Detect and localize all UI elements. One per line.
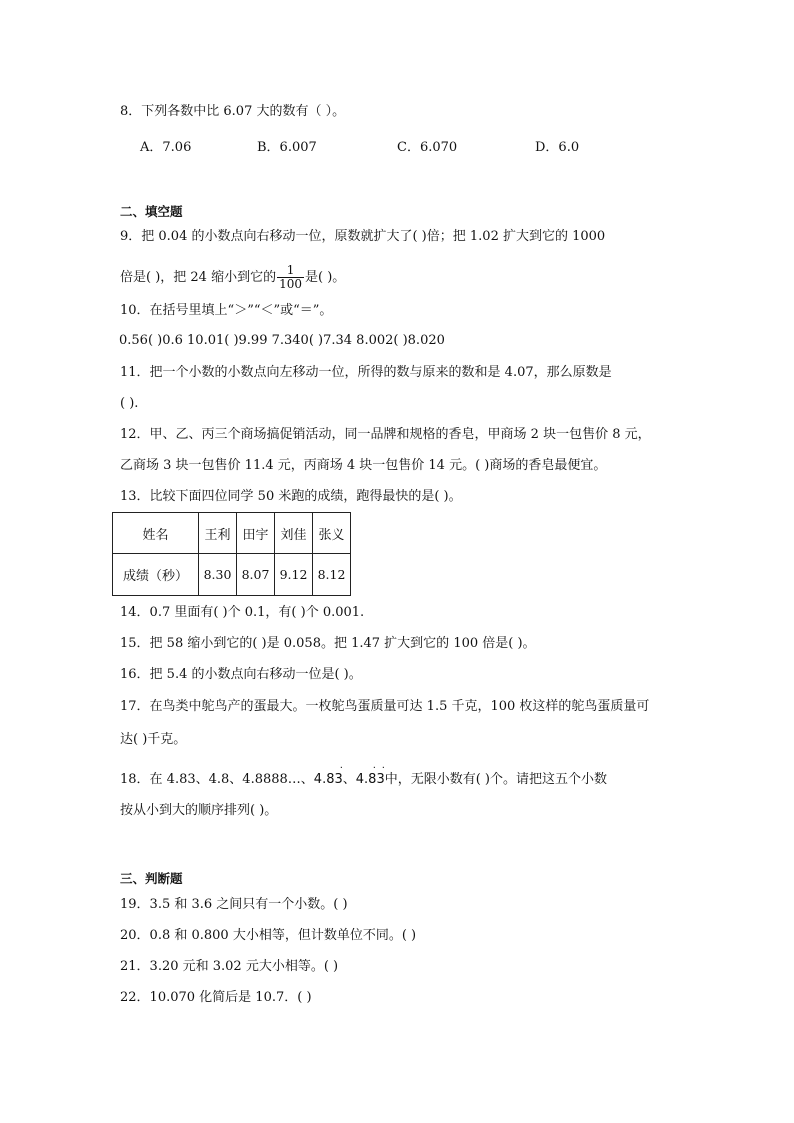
fraction-numerator: 1 bbox=[277, 264, 304, 278]
question-9-line2-b: 是( )。 bbox=[305, 270, 346, 285]
question-10-text: 10．在括号里填上“＞”“＜”或“＝”。 bbox=[120, 303, 333, 318]
question-21-text: 21．3.20 元和 3.02 元大小相等。( ) bbox=[120, 959, 339, 974]
fraction-denominator: 100 bbox=[279, 277, 302, 291]
option-c: C．6.070 bbox=[397, 140, 458, 155]
question-19-text: 19．3.5 和 3.6 之间只有一个小数。( ) bbox=[120, 897, 348, 912]
table-header-cell: 姓名 bbox=[113, 513, 199, 554]
question-9-line1: 9．把 0.04 的小数点向右移动一位，原数就扩大了( )倍；把 1.02 扩大到它的 1000 bbox=[120, 229, 606, 244]
question-17-line2: 达( )千克。 bbox=[120, 732, 187, 747]
question-14-text: 14．0.7 里面有( )个 0.1，有( )个 0.001. bbox=[120, 605, 365, 620]
fraction bbox=[277, 264, 304, 291]
question-10-items: 0.56( )0.6 10.01( )9.99 7.340( )7.34 8.002( )8.020 bbox=[119, 333, 445, 348]
repeating-decimal-2 bbox=[356, 764, 385, 792]
score-table bbox=[112, 512, 351, 596]
repetend-dot: · bbox=[381, 763, 385, 774]
table-header-row bbox=[113, 513, 351, 554]
question-22-text: 22．10.070 化简后是 10.7．( ) bbox=[120, 990, 312, 1005]
table-cell: 8.12 bbox=[313, 554, 351, 596]
option-b: B．6.007 bbox=[257, 140, 317, 155]
question-12-line1: 12．甲、乙、丙三个商场搞促销活动，同一品牌和规格的香皂，甲商场 2 块一包售价 8 元， bbox=[120, 427, 651, 442]
table-header-cell: 王利 bbox=[199, 513, 237, 554]
option-d: D．6.0 bbox=[535, 140, 580, 155]
option-a: A．7.06 bbox=[140, 140, 192, 155]
table-cell: 成绩（秒） bbox=[113, 554, 199, 596]
question-8-text: 8．下列各数中比 6.07 大的数有（ ）。 bbox=[120, 104, 346, 119]
table-header-cell: 刘佳 bbox=[275, 513, 313, 554]
repeating-decimal-2-digits: 4.83 bbox=[355, 772, 385, 787]
table-header-cell: 张义 bbox=[313, 513, 351, 554]
question-15-text: 15．把 58 缩小到它的( )是 0.058。把 1.47 扩大到它的 100 倍是( )。 bbox=[120, 636, 536, 651]
table-cell: 8.07 bbox=[237, 554, 275, 596]
repeating-decimal-1 bbox=[314, 764, 343, 792]
question-16-text: 16．把 5.4 的小数点向右移动一位是( )。 bbox=[120, 667, 362, 682]
table-cell: 9.12 bbox=[275, 554, 313, 596]
repetend-dot: · bbox=[372, 763, 376, 774]
question-11-line2: ( ). bbox=[120, 396, 139, 411]
table-cell: 8.30 bbox=[199, 554, 237, 596]
table-header-cell: 田宇 bbox=[237, 513, 275, 554]
question-18-line1-b: 中，无限小数有( )个。请把这五个小数 bbox=[384, 772, 607, 787]
question-9-line2 bbox=[120, 263, 345, 293]
question-18-line1-a: 18．在 4.83、4.8、4.8888…、 bbox=[120, 772, 314, 787]
table-row bbox=[113, 554, 351, 596]
repeating-decimal-1-digits: 4.83 bbox=[313, 772, 343, 787]
question-18-line1 bbox=[120, 764, 607, 792]
question-18-line2: 按从小到大的顺序排列( )。 bbox=[120, 803, 278, 818]
question-20-text: 20．0.8 和 0.800 大小相等，但计数单位不同。( ) bbox=[120, 928, 417, 943]
question-12-line2: 乙商场 3 块一包售价 11.4 元，丙商场 4 块一包售价 14 元。( )商场的香皂最便宜。 bbox=[120, 458, 607, 473]
question-13-text: 13．比较下面四位同学 50 米跑的成绩，跑得最快的是( )。 bbox=[120, 489, 462, 504]
question-11-line1: 11．把一个小数的小数点向左移动一位，所得的数与原来的数和是 4.07，那么原数是 bbox=[120, 365, 612, 380]
question-9-line2-a: 倍是( )，把 24 缩小到它的 bbox=[120, 270, 277, 285]
separator: 、 bbox=[342, 772, 356, 787]
question-17-line1: 17．在鸟类中鸵鸟产的蛋最大。一枚鸵鸟蛋质量可达 1.5 千克，100 枚这样的鸵鸟蛋质量可 bbox=[120, 699, 650, 714]
repetend-dot: · bbox=[339, 763, 343, 774]
section-title-fill-blank: 二、填空题 bbox=[120, 204, 183, 219]
section-title-judgement: 三、判断题 bbox=[120, 871, 183, 886]
